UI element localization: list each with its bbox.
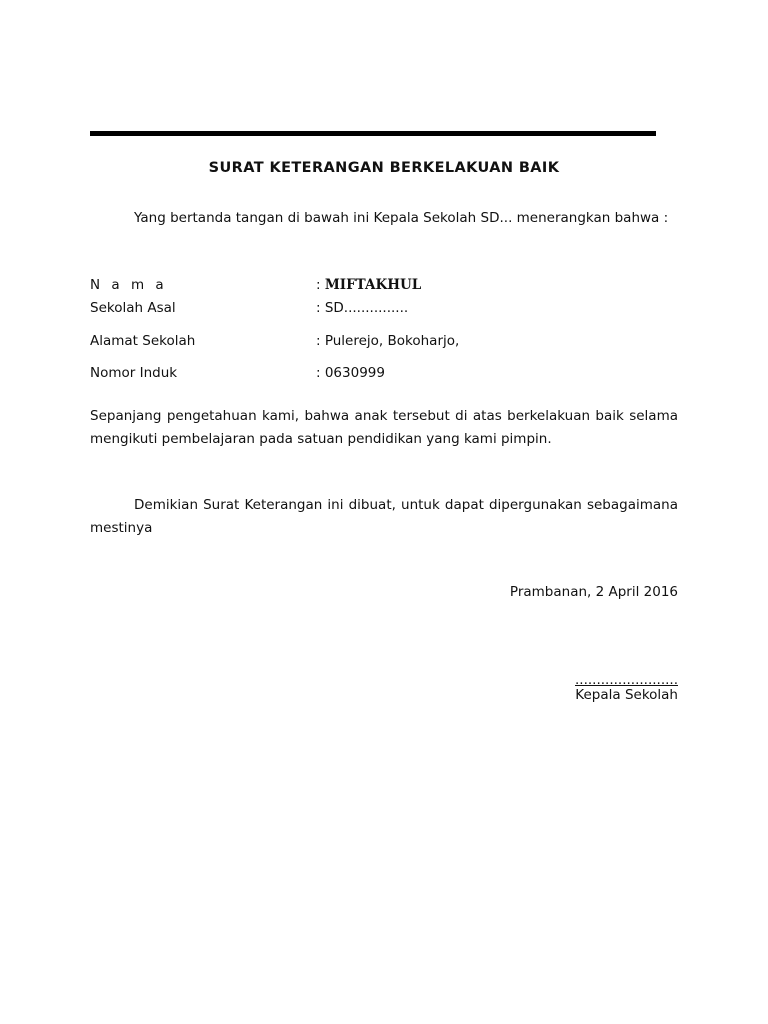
field-value-sekolah	[316, 297, 408, 319]
field-label-nama: N a m a	[90, 277, 168, 293]
intro-paragraph: Yang bertanda tangan di bawah ini Kepala Sekolah SD... menerangkan bahwa :	[134, 210, 669, 226]
field-row-nomor	[90, 362, 678, 384]
school-address: Pulerejo, Bokoharjo,	[324, 333, 460, 349]
student-number: 0630999	[324, 365, 385, 381]
signature-line: ........................	[575, 672, 678, 688]
field-value-nomor	[316, 362, 385, 384]
student-name: MIFTAKHUL	[324, 277, 422, 293]
field-row-alamat	[90, 330, 678, 352]
field-label-sekolah: Sekolah Asal	[90, 300, 176, 316]
place-date: Prambanan, 2 April 2016	[509, 584, 678, 600]
field-separator: :	[316, 300, 325, 316]
field-row-nama	[90, 274, 678, 296]
field-separator: :	[316, 277, 325, 293]
statement-paragraph: Sepanjang pengetahuan kami, bahwa anak tersebut di atas berkelakuan baik selama mengikuti pembelajaran pada satuan pendidikan yang kami pimpin.	[90, 408, 678, 447]
field-label-nomor: Nomor Induk	[90, 365, 178, 381]
header-rule	[90, 131, 656, 136]
field-label-alamat: Alamat Sekolah	[90, 333, 196, 349]
field-value-nama	[316, 274, 421, 296]
school-name: SD...............	[324, 300, 409, 316]
field-separator: :	[316, 333, 325, 349]
field-value-alamat	[316, 330, 459, 352]
letter-title: SURAT KETERANGAN BERKELAKUAN BAIK	[208, 160, 560, 176]
signer-title: Kepala Sekolah	[575, 687, 678, 703]
field-row-sekolah	[90, 297, 678, 319]
field-separator: :	[316, 365, 325, 381]
closing-paragraph: Demikian Surat Keterangan ini dibuat, untuk dapat dipergunakan sebagaimana mestinya	[90, 497, 678, 536]
